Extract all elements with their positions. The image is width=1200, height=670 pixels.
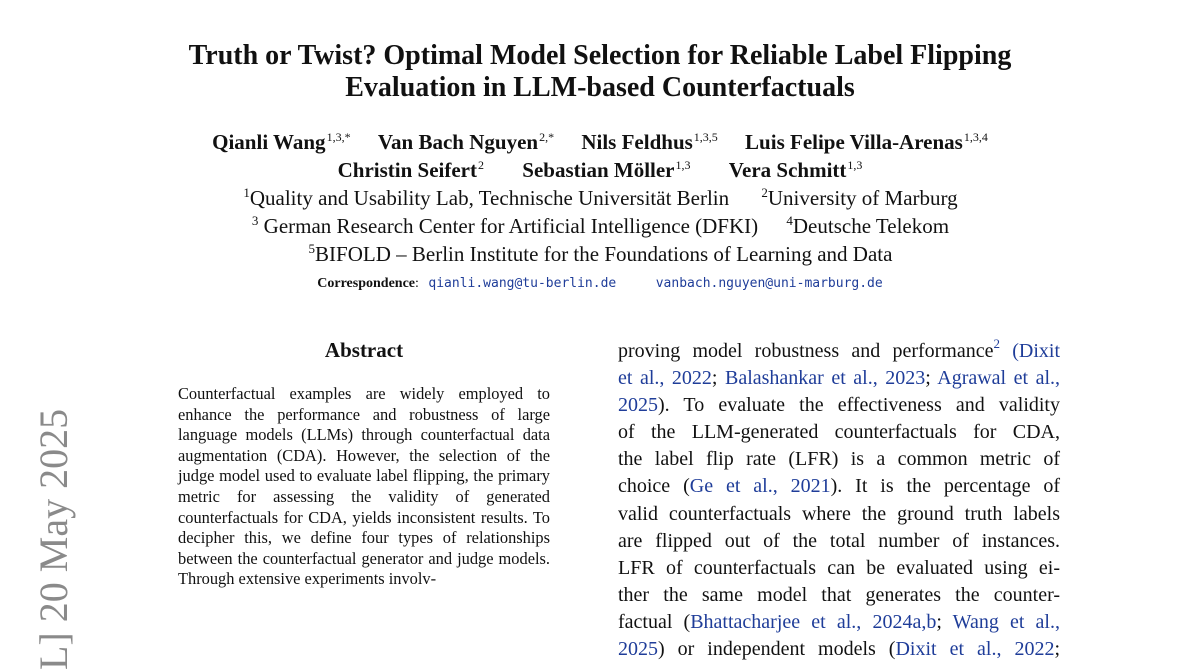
title-line-1: Truth or Twist? Optimal Model Selection for Reliable Label Flipping (188, 40, 1012, 71)
citation-link[interactable]: Bhattacharjee et al., 2024a,b (690, 610, 937, 633)
affiliation-row-1 (60, 184, 1140, 212)
correspondence: Correspondence: qianli.wang@tu-berlin.de vanbach.nguyen@uni-marburg.de (317, 276, 883, 291)
author: Luis Felipe Villa-Arenas$^{1,3,4}$ (745, 130, 988, 154)
correspondence-label: Correspondence (317, 276, 415, 291)
abstract-section (178, 336, 550, 590)
body-text: of the LLM-generated counterfactuals for CDA, (618, 421, 1060, 444)
body-text-line (618, 636, 1060, 663)
email-link[interactable]: vanbach.nguyen@uni-marburg.de (655, 276, 883, 291)
citation-link[interactable]: (Dixit (1012, 340, 1061, 362)
author: Sebastian Möller$^{1,3}$ (522, 158, 691, 182)
body-text-line (618, 473, 1060, 500)
body-column (618, 338, 1060, 663)
abstract-body (178, 384, 550, 590)
citation-link[interactable]: Dixit et al., 2022 (895, 638, 1055, 661)
body-text: the label flip rate (LFR) is a common metric of (618, 448, 1060, 471)
body-text-line (618, 609, 1060, 636)
body-text: ). It is the percentage of (830, 475, 1060, 498)
affiliation-list (60, 184, 1140, 268)
body-text: ; (1054, 638, 1061, 661)
affiliation: $^5$BIFOLD – Berlin Institute for the Foundations of Learning and Data (308, 241, 893, 266)
author-list (60, 128, 1140, 184)
title-line-2: Evaluation in LLM-based Counterfactuals (345, 72, 855, 103)
author: Qianli Wang$^{1,3,*}$ (212, 130, 351, 154)
body-text: ther the same model that generates the counter- (618, 583, 1060, 606)
body-text: choice ( (618, 475, 690, 498)
body-text: ). To evaluate the effectiveness and validity (658, 394, 1060, 417)
body-text: ; (925, 367, 938, 390)
affiliation-row-3 (60, 240, 1140, 268)
body-text: ) or independent models ( (658, 638, 896, 661)
paper-title (100, 40, 1100, 104)
author-row-2 (60, 156, 1140, 184)
body-text-line (618, 419, 1060, 446)
body-text: ; (711, 367, 725, 390)
affiliation: $^4$Deutsche Telekom (786, 213, 950, 238)
citation-link[interactable]: Agrawal et al., (937, 367, 1061, 390)
author: Van Bach Nguyen$^{2,*}$ (377, 130, 555, 154)
body-text: factual ( (618, 610, 691, 633)
body-text-line (618, 582, 1060, 609)
affiliation: $^2$University of Marburg (761, 185, 958, 210)
body-text: are flipped out of the total number of instances. (618, 529, 1060, 552)
citation-link[interactable]: 2025 (618, 394, 658, 417)
body-text-line (618, 555, 1060, 582)
body-text (1000, 340, 1012, 362)
author: Vera Schmitt$^{1,3}$ (728, 158, 863, 182)
citation-link[interactable]: Wang et al., (952, 610, 1060, 633)
arxiv-stamp: L] 20 May 2025 (31, 408, 76, 670)
affiliation-row-2 (60, 212, 1140, 240)
body-text-line (618, 528, 1060, 555)
body-text: valid counterfactuals where the ground truth labels (618, 502, 1060, 525)
author: Christin Seifert$^2$ (337, 158, 485, 182)
body-text-line (618, 392, 1060, 419)
body-text-line (618, 446, 1060, 473)
body-text: proving model robustness and performance (618, 340, 994, 362)
citation-link[interactable]: 2025 (618, 638, 658, 661)
footnote-marker[interactable]: 2 (993, 336, 1000, 351)
author-row-1 (60, 128, 1140, 156)
affiliation: $^3$ German Research Center for Artificial Intelligence (DFKI) (251, 213, 759, 238)
abstract-text: Counterfactual examples are widely employed to enhance the performance and robustness of large language models (LLMs) through counterfactual data augmentation (CDA). However, the selection of the judge model used to evaluate label flipping, the primary metric for assessing the validity of generated counterfactuals for CDA, yields inconsistent results. To decipher this, we define four types of relationships between the counterfactual generator and judge models. Through extensive experiments involv- (178, 384, 550, 589)
body-text-line (618, 501, 1060, 528)
citation-link[interactable]: et al., 2022 (618, 367, 712, 390)
body-text-line (618, 338, 1060, 365)
email-link[interactable]: qianli.wang@tu-berlin.de (428, 276, 617, 291)
citation-link[interactable]: Balashankar et al., 2023 (724, 367, 926, 390)
author: Nils Feldhus$^{1,3,5}$ (581, 130, 718, 154)
abstract-heading: Abstract (324, 338, 404, 362)
citation-link[interactable]: Ge et al., 2021 (689, 475, 831, 498)
body-text: LFR of counterfactuals can be evaluated using ei- (618, 556, 1060, 579)
body-text-line (618, 365, 1060, 392)
body-text: ; (936, 610, 953, 633)
affiliation: $^1$Quality and Usability Lab, Technische Universität Berlin (243, 185, 730, 210)
